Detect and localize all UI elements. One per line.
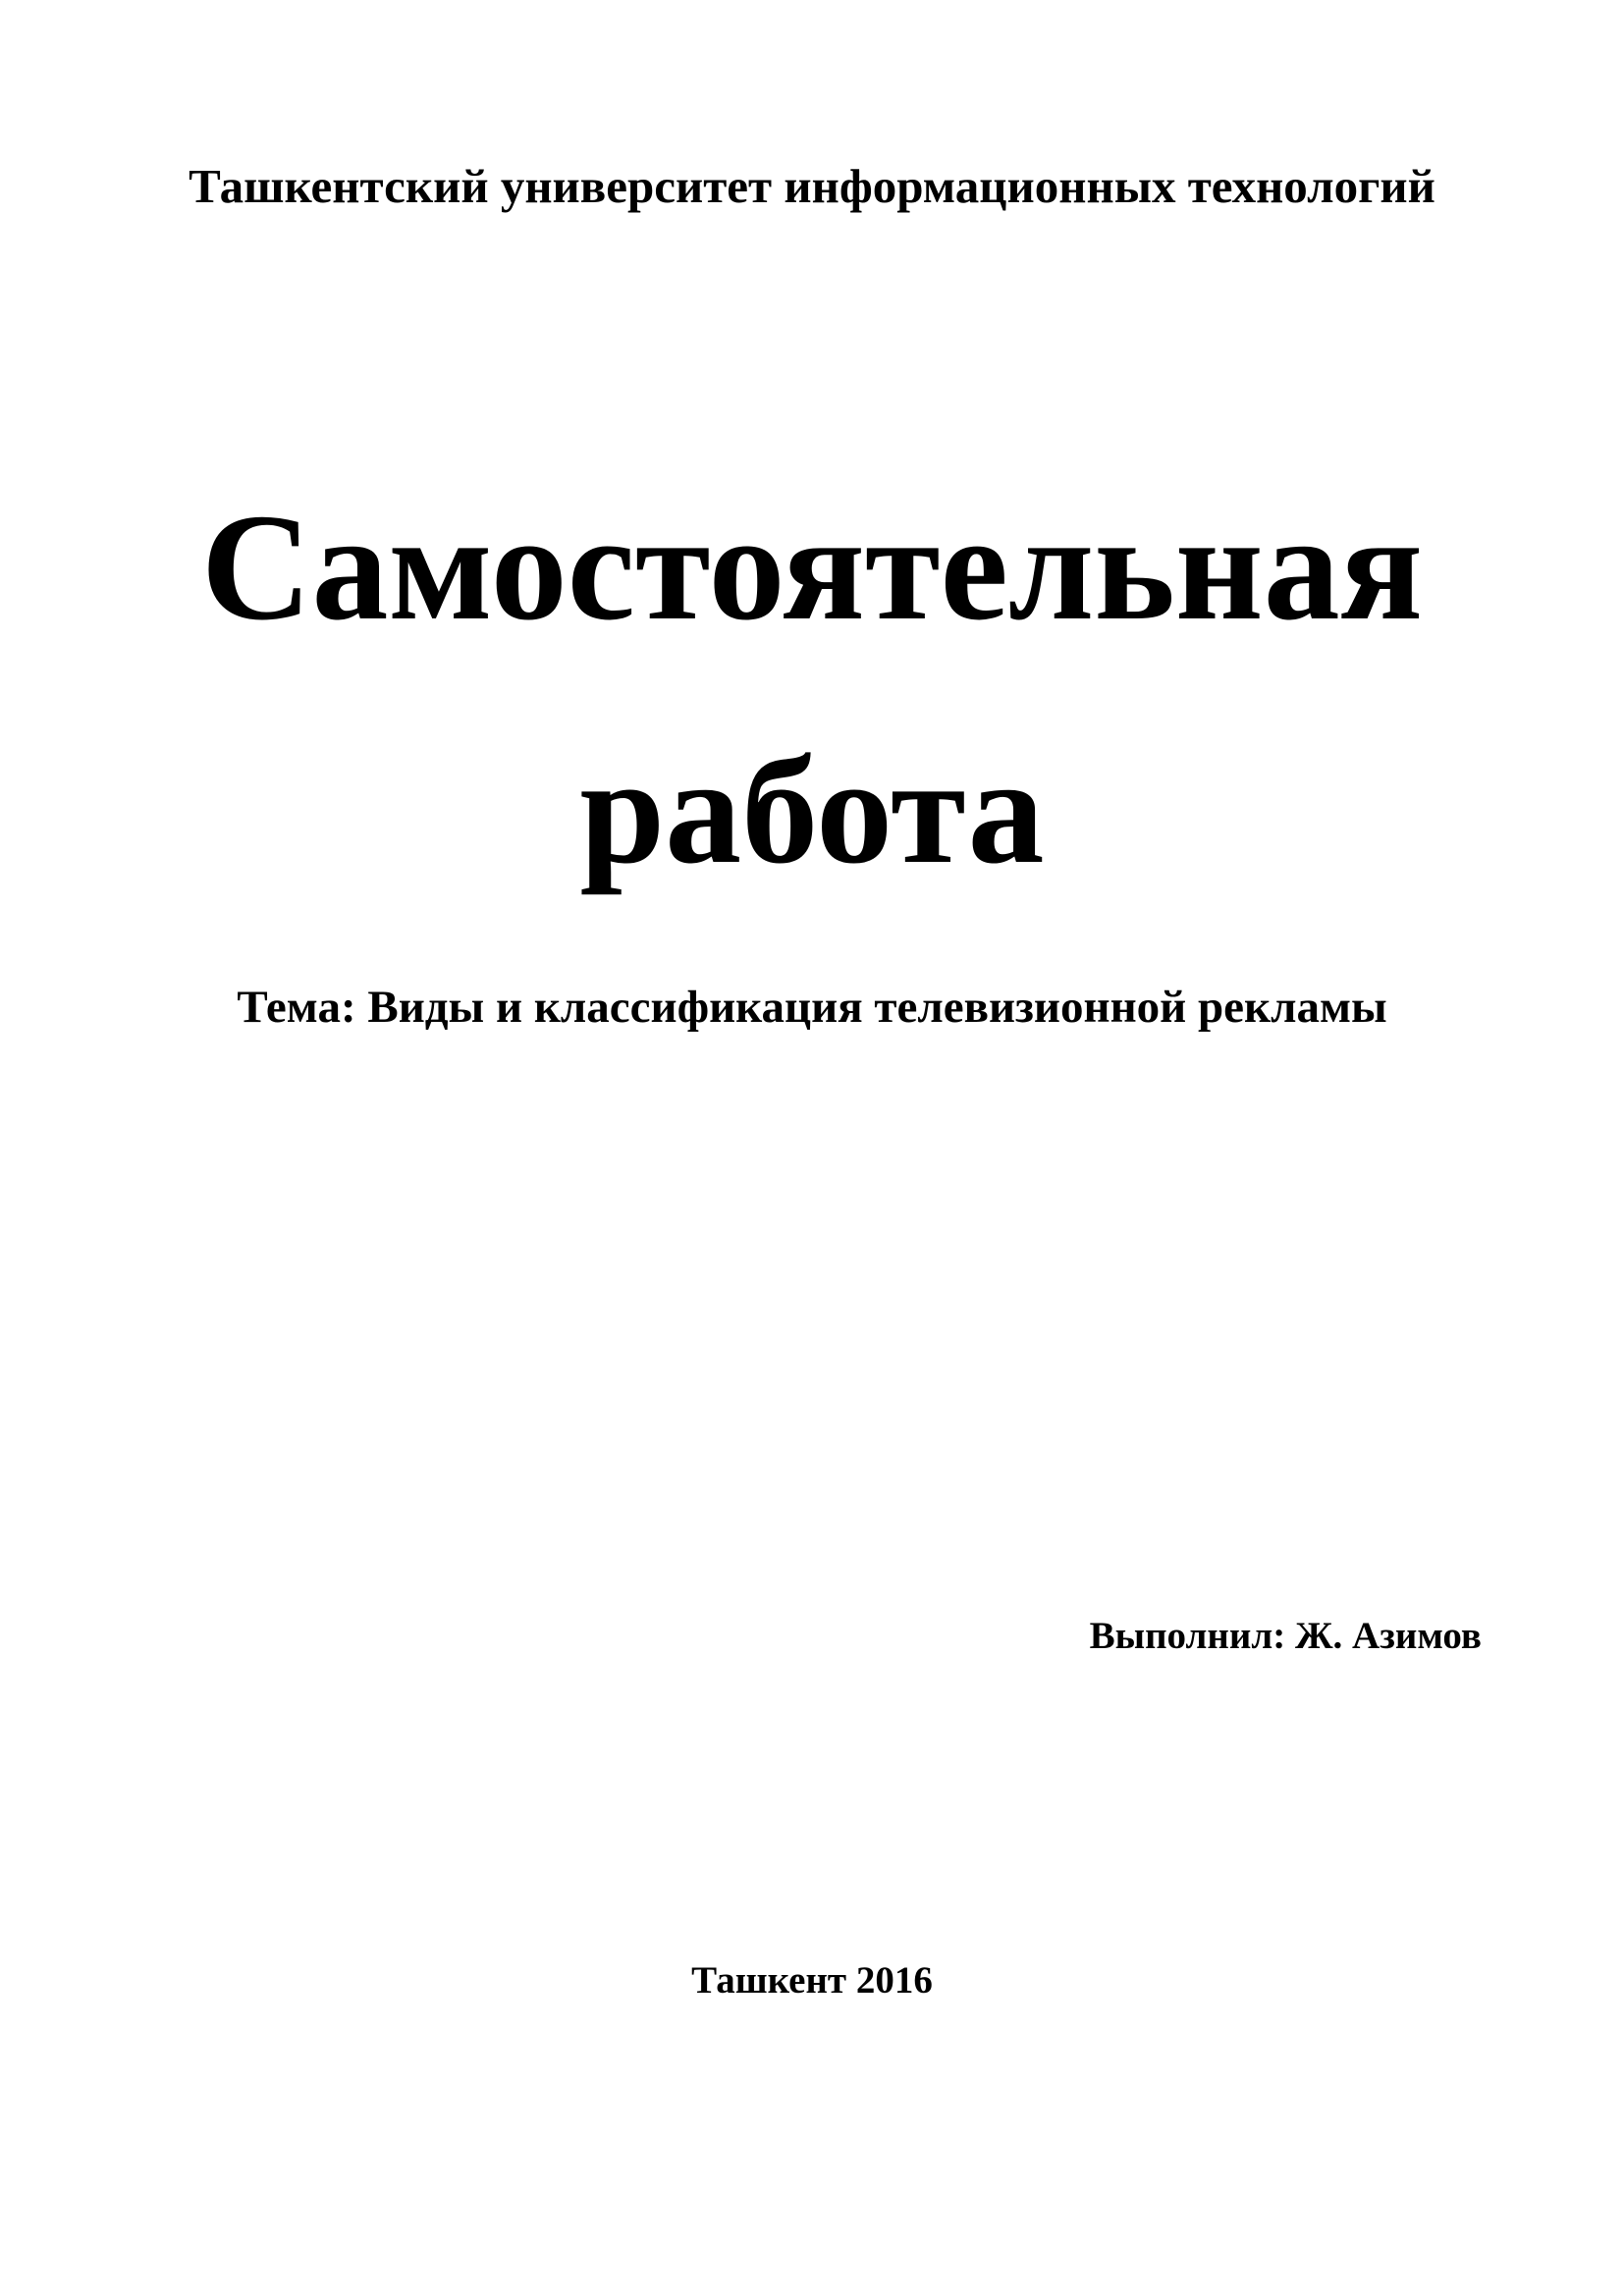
university-name: Ташкентский университет информационных технологий	[189, 159, 1435, 213]
document-city-year: Ташкент 2016	[691, 1959, 933, 2002]
document-topic: Тема: Виды и классификация телевизионной рекламы	[237, 982, 1387, 1033]
document-author: Выполнил: Ж. Азимов	[1089, 1615, 1482, 1657]
document-title-line-2: работа	[579, 725, 1045, 895]
document-title-line-1: Самостоятельная	[200, 482, 1424, 652]
